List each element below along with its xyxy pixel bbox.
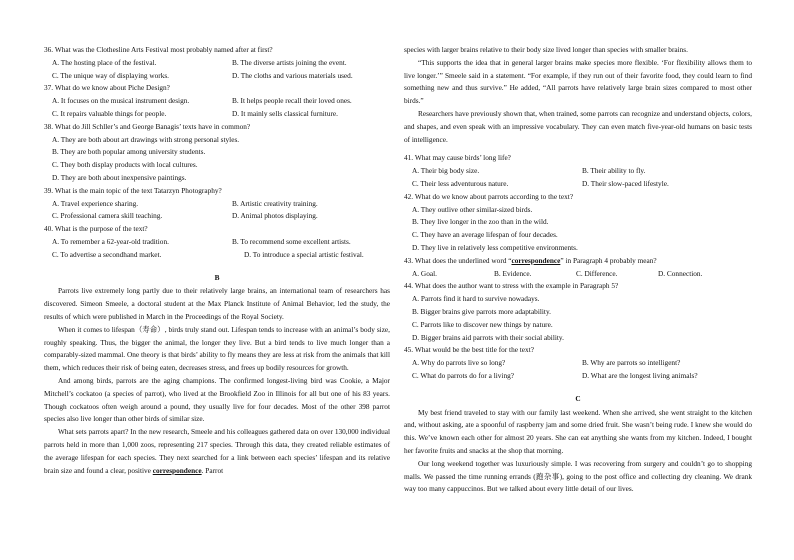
option-c: C. They both display products with local cultures. bbox=[52, 160, 198, 170]
question-36 bbox=[44, 44, 390, 82]
left-column bbox=[44, 44, 390, 477]
option-b: B. To recommend some excellent artists. bbox=[232, 236, 351, 246]
section-c-title: C bbox=[575, 393, 581, 403]
question-39 bbox=[44, 185, 390, 223]
option-a: A. The hosting place of the festival. bbox=[52, 57, 157, 67]
question-45 bbox=[404, 344, 752, 382]
question-stem: 36. What was the Clothesline Arts Festival most probably named after at first? bbox=[44, 45, 273, 54]
question-stem: 38. What do Jill Schller’s and George Banagis’ texts have in common? bbox=[44, 121, 251, 131]
question-stem: 42. What do we know about parrots according to the text? bbox=[404, 191, 574, 201]
question-42 bbox=[404, 191, 752, 255]
question-37 bbox=[44, 82, 390, 120]
option-a: A. They are both about art drawings with strong personal styles. bbox=[52, 134, 240, 144]
underlined-keyword: correspondence bbox=[511, 255, 561, 265]
option-d: D. They are both about inexpensive paintings. bbox=[52, 172, 187, 182]
option-b: B. They live longer in the zoo than in the wild. bbox=[412, 217, 549, 227]
option-a: A. Goal. bbox=[412, 268, 437, 278]
option-d: D. Their slow-paced lifestyle. bbox=[582, 178, 669, 188]
underlined-keyword: correspondence bbox=[152, 465, 202, 475]
option-c: C. They have an average lifespan of four decades. bbox=[412, 230, 558, 240]
question-40 bbox=[44, 223, 390, 261]
passage-b-paragraph-5: “This supports the idea that in general larger brains make species more flexible. ‘For flexibility allows them to live longer.’” Smeele said in a statement. “For example, if they run out of their favorite food, they could learn to find something new and thus survive.” He added, “All parrots have relatively large brain sizes compared to most other birds.” bbox=[404, 57, 752, 106]
option-d: D. To introduce a special artistic festival. bbox=[244, 249, 364, 259]
option-c: C. It repairs valuable things for people. bbox=[52, 108, 167, 118]
option-a: A. Their big body size. bbox=[412, 166, 480, 176]
passage-b-paragraph-1: Parrots live extremely long partly due to their relatively large brains, an international team of researchers has discovered. Simeon Smeele, a doctoral student at the Max Planck Institute of Animal Behavior, led the study, the results of which were published in March in the Proceedings of the Royal Society. bbox=[44, 286, 390, 321]
question-stem bbox=[404, 255, 752, 268]
option-b: B. It helps people recall their loved ones. bbox=[232, 96, 352, 106]
right-column bbox=[404, 44, 752, 496]
option-b: B. The diverse artists joining the event. bbox=[232, 57, 347, 67]
question-stem: 39. What is the main topic of the text Tatarzyn Photography? bbox=[44, 185, 222, 195]
option-d: D. What are the longest living animals? bbox=[582, 370, 698, 380]
option-c: C. Their less adventurous nature. bbox=[412, 178, 509, 188]
stem-text: 43. What does the underlined word “ bbox=[404, 255, 512, 265]
passage-b-paragraph-3: And among birds, parrots are the aging champions. The confirmed longest-living bird was Cookie, a Major Mitchell’s cockatoo (a species of parrot), who lived at the Brookfield Zoo in Illinois for all but one of his 83 years. Though cockatoos often weigh around a pound, they usually live for four decades. Most of the other 398 parrot species also live longer than other birds of similar size. bbox=[44, 375, 390, 424]
question-44 bbox=[404, 280, 752, 344]
option-d: D. It mainly sells classical furniture. bbox=[232, 108, 338, 118]
passage-c-paragraph-1: My best friend traveled to stay with our family last weekend. When she arrived, she went straight to the kitchen and, without asking, ate a spoonful of raspberry jam and some dried fruit. She wasn’t being rude. I knew she would do this. We’ve known each other for almost 20 years. She can eat anything she wants from my kitchen. Indeed, I bought her favorite fruits and snacks at the shop that morning. bbox=[404, 407, 752, 455]
option-c: C. The unique way of displaying works. bbox=[52, 70, 170, 80]
question-stem: 37. What do we know about Piche Design? bbox=[44, 83, 170, 93]
option-c: C. Parrots like to discover new things by nature. bbox=[412, 319, 553, 329]
option-d: D. Connection. bbox=[658, 268, 703, 278]
option-a: A. Why do parrots live so long? bbox=[412, 358, 506, 368]
question-stem: 40. What is the purpose of the text? bbox=[44, 224, 148, 234]
option-b: B. Bigger brains give parrots more adaptability. bbox=[412, 306, 551, 316]
option-b: B. Evidence. bbox=[494, 268, 532, 278]
option-b: B. Their ability to fly. bbox=[582, 166, 646, 176]
passage-c-paragraph-2: Our long weekend together was luxuriously simple. I was recovering from surgery and couldn’t go to shopping malls. We passed the time running errands (跑杂事), going to the post office and collecting dry cleaning. We drank way too many cappuccinos. But we talked about every little detail of our lives. bbox=[404, 458, 752, 494]
passage-b-paragraph-4 bbox=[44, 426, 390, 477]
option-c: C. To advertise a secondhand market. bbox=[52, 249, 162, 259]
question-stem: 45. What would be the best title for the text? bbox=[404, 345, 534, 355]
passage-b-paragraph-2: When it comes to lifespan（寿命）, birds truly stand out. Lifespan tends to increase with an animal’s body size, roughly speaking. Thus, the bigger the animal, the longer they live. But a bird tends to live much longer than a comparably-sized mammal. One theory is that birds’ ability to fly means they are less at risk from the animals that kill them, which reduces their risk of being eaten, decreases stress, and frees up bodily resources for growth. bbox=[44, 324, 390, 373]
passage-b-paragraph-6: Researchers have previously shown that, when trained, some parrots can recognize and understand objects, colors, and shapes, and even speak with an impressive vocabulary. They can even match five-year-old humans on basic tests of intelligence. bbox=[404, 108, 752, 144]
option-c: C. Professional camera skill teaching. bbox=[52, 211, 163, 221]
option-b: B. They are both popular among university students. bbox=[52, 147, 206, 157]
question-stem: 41. What may cause birds’ long life? bbox=[404, 153, 511, 163]
passage-b-paragraph-4-continued: species with larger brains relative to their body size lived longer than species with smaller brains. bbox=[404, 45, 688, 54]
section-b-title: B bbox=[214, 272, 220, 282]
option-c: C. What do parrots do for a living? bbox=[412, 370, 514, 380]
option-a: A. They outlive other similar-sized birds. bbox=[412, 204, 533, 214]
option-a: A. Parrots find it hard to survive nowadays. bbox=[412, 294, 540, 304]
question-38 bbox=[44, 121, 390, 185]
option-c: C. Difference. bbox=[576, 268, 618, 278]
paragraph-text: What sets parrots apart? In the new research, Smeele and his colleagues gathered data on over 130,000 individual parrots held in more than 1,000 zoos, representing 217 species. Through this data, they created reliable estimates of the average lifespan for each species. They next searched for a link between each species’ lifespan and its relative brain size and found a clear, positive bbox=[44, 427, 390, 475]
question-stem: 44. What does the author want to stress with the example in Paragraph 5? bbox=[404, 281, 619, 291]
option-d: D. Bigger brains aid parrots with their social ability. bbox=[412, 332, 564, 342]
option-a: A. Travel experience sharing. bbox=[52, 198, 139, 208]
option-d: D. They live in relatively less competitive environments. bbox=[412, 242, 578, 252]
option-b: B. Why are parrots so intelligent? bbox=[582, 358, 681, 368]
question-43 bbox=[404, 255, 752, 281]
option-d: D. Animal photos displaying. bbox=[232, 211, 318, 221]
option-a: A. To remember a 62-year-old tradition. bbox=[52, 236, 169, 246]
option-b: B. Artistic creativity training. bbox=[232, 198, 318, 208]
paragraph-text: . Parrot bbox=[201, 465, 224, 475]
stem-text: ” in Paragraph 4 probably mean? bbox=[560, 255, 657, 265]
question-41 bbox=[404, 152, 752, 190]
option-a: A. It focuses on the musical instrument design. bbox=[52, 96, 190, 106]
option-d: D. The cloths and various materials used. bbox=[232, 70, 353, 80]
